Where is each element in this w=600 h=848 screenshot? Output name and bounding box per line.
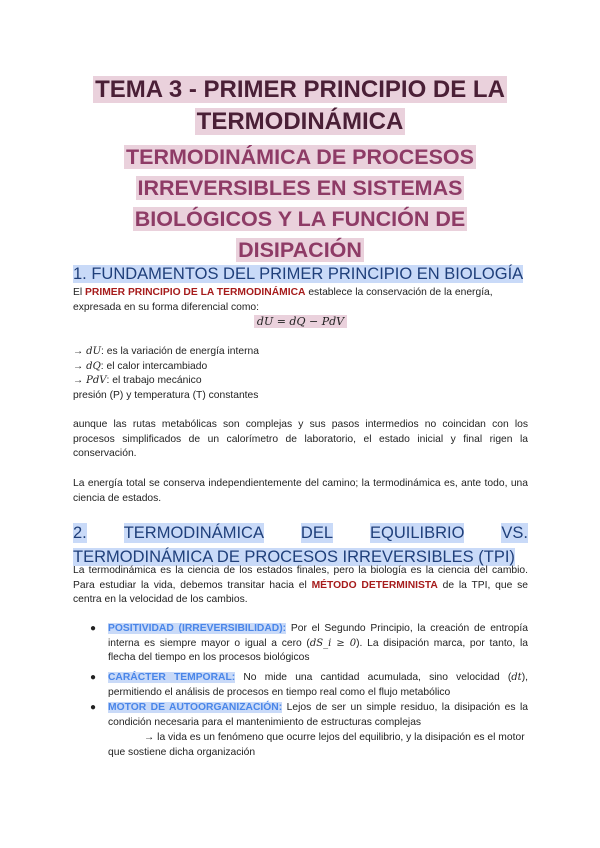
bullet-text: ), permitiendo el análisis de procesos en tiempo real como el flujo metabólico — [108, 672, 528, 698]
math-symbol: dU — [86, 346, 102, 357]
bullet-text: ). La disipación marca, por tanto, la flecha del tiempo en los procesos biológicos — [108, 637, 528, 664]
intro-bold: PRIMER PRINCIPIO DE LA TERMODINÁMICA — [85, 287, 306, 298]
bullet-math: dt — [511, 672, 522, 683]
heading-word: EQUILIBRIO — [369, 524, 465, 542]
subtitle-4 — [60, 235, 540, 266]
subtitle-line3: BIOLÓGICOS Y LA FUNCIÓN DE — [134, 207, 466, 231]
bullet-dot: ● — [90, 702, 97, 713]
section1-heading — [73, 264, 528, 284]
intro-bold: MÉTODO DETERMINISTA — [311, 579, 438, 591]
section1-para1: aunque las rutas metabólicas son complejas y sus pasos intermedios no coincidan con los procesos simplificados de un calorímetro de laboratorio, el estado inicial y final rigen la conservación. — [73, 419, 528, 460]
bullet-label: POSITIVIDAD (IRREVERSIBILIDAD): — [108, 623, 287, 634]
intro-post: de la TPI, que se centra en la velocidad de los cambios. — [73, 579, 528, 606]
bullet-text: No mide una cantidad acumulada, sino velocidad ( — [235, 672, 512, 683]
subtitle-line1: TERMODINÁMICA DE PROCESOS — [126, 145, 474, 169]
def-text: : el calor intercambiado — [100, 361, 208, 372]
def-PdV — [73, 374, 528, 389]
intro-pre: El — [73, 287, 86, 298]
section2-heading — [73, 523, 528, 567]
bullet-label: MOTOR DE AUTOORGANIZACIÓN: — [108, 702, 283, 713]
arrow: → — [73, 361, 84, 372]
arrow: → — [73, 375, 84, 386]
def-dQ — [73, 360, 528, 375]
subtitle-line4: DISIPACIÓN — [238, 238, 362, 262]
section1-heading-text: 1. FUNDAMENTOS DEL PRIMER PRINCIPIO EN BIOLOGÍA — [73, 265, 524, 283]
main-title-line2: TERMODINÁMICA — [196, 108, 404, 135]
bullet-text: Lejos de ser un simple residuo, la disipación es la condición necesaria para el mantenimiento de estructuras complejas — [108, 702, 528, 728]
heading-word: VS. — [501, 524, 528, 542]
equation-text: dU = dQ − PdV — [254, 315, 347, 328]
def-text: : es la variación de energía interna — [101, 346, 259, 357]
def-dU — [73, 345, 528, 360]
closing-note — [108, 731, 528, 760]
subtitle-1 — [60, 142, 540, 173]
math-symbol: PdV — [86, 375, 107, 386]
subtitle-3 — [60, 204, 540, 235]
section1-intro — [73, 286, 528, 315]
bullet-text: Por el Segundo Principio, la creación de entropía interna es siempre mayor o igual a cero ( — [108, 623, 528, 649]
section1-para2: La energía total se conserva independientemente del camino; la termodinámica es, ante todo, una ciencia de estados. — [73, 478, 528, 504]
intro-post: establece la conservación de la energía, expresada en su forma diferencial como: — [73, 287, 493, 313]
main-title-line1: TEMA 3 - PRIMER PRINCIPIO DE LA — [95, 76, 505, 103]
arrow: → — [73, 346, 84, 357]
section2-heading-line1 — [73, 523, 528, 543]
main-title-2 — [60, 106, 540, 138]
heading-word: TERMODINÁMICA — [123, 524, 264, 542]
bullet-math: dS_i ≥ 0 — [309, 637, 357, 649]
subtitle-2 — [60, 173, 540, 204]
subtitle-line2: IRREVERSIBLES EN SISTEMAS — [137, 176, 463, 200]
defs-tail: presión (P) y temperatura (T) constantes — [73, 390, 259, 401]
main-title — [60, 74, 540, 106]
arrow: → — [144, 732, 155, 743]
bullet-label: CARÁCTER TEMPORAL: — [108, 672, 236, 683]
math-symbol: dQ — [86, 361, 101, 372]
intro-pre: La termodinámica es la ciencia de los estados finales, pero la biología es la ciencia del cambio. Para estudiar la vida, debemos transitar hacia el — [73, 565, 528, 591]
section2-intro — [73, 564, 528, 608]
bullet-dot: ● — [90, 623, 97, 634]
bullet-dot: ● — [90, 672, 97, 683]
def-text: : el trabajo mecánico — [106, 375, 202, 386]
equation — [73, 315, 528, 329]
bullet-positividad — [108, 622, 528, 666]
heading-word: 2. — [73, 524, 87, 542]
heading-line2-text: TERMODINÁMICA DE PROCESOS IRREVERSIBLES (TPI) — [73, 548, 515, 566]
bullet-motor — [108, 701, 528, 730]
bullet-caracter — [108, 671, 528, 700]
heading-word: DEL — [300, 524, 334, 542]
closing-text: la vida es un fenómeno que ocurre lejos del equilibrio, y la disipación es el motor que sostiene dicha organización — [108, 732, 525, 758]
